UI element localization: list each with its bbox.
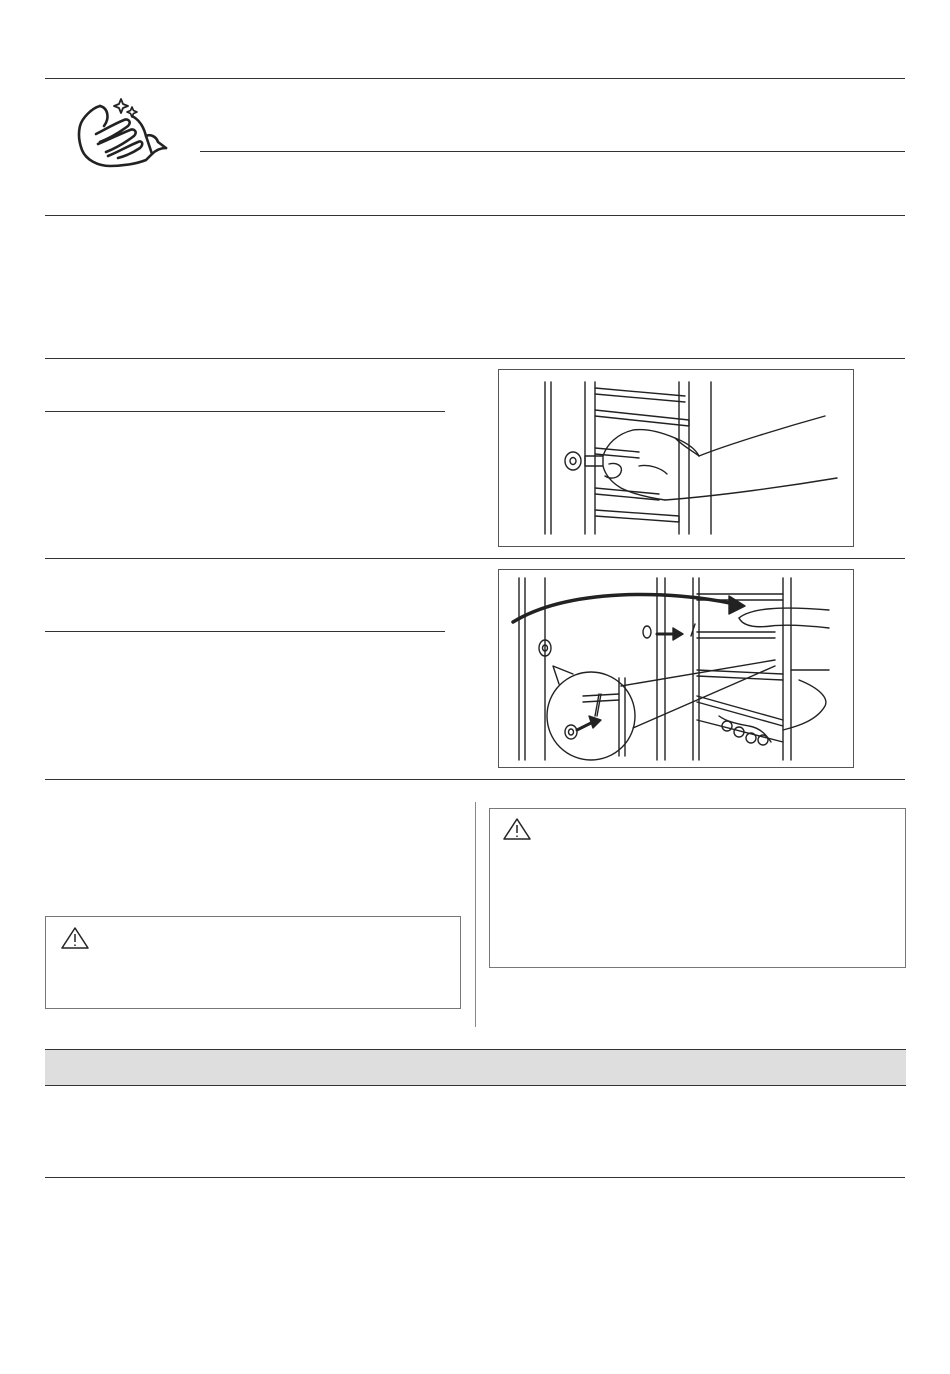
section-rule-4 bbox=[45, 779, 905, 780]
top-rule bbox=[45, 78, 905, 79]
section-rule-1 bbox=[45, 215, 905, 216]
bottom-rule bbox=[45, 1177, 905, 1178]
warning-triangle-icon bbox=[60, 926, 90, 950]
section-rule-2 bbox=[45, 358, 905, 359]
section-header-band bbox=[45, 1049, 906, 1086]
warning-box-right bbox=[489, 808, 906, 968]
install-shelf-support-illustration bbox=[498, 569, 854, 768]
warning-box-left bbox=[45, 916, 461, 1009]
warning-triangle-icon bbox=[502, 817, 532, 841]
section-rule-3 bbox=[45, 558, 905, 559]
step-rule-2 bbox=[45, 631, 445, 632]
remove-shelf-support-illustration bbox=[498, 369, 854, 547]
column-divider bbox=[475, 802, 476, 1027]
step-rule-1 bbox=[45, 411, 445, 412]
subsection-rule bbox=[200, 151, 905, 152]
cleaning-hand-cloth-icon bbox=[70, 94, 174, 174]
